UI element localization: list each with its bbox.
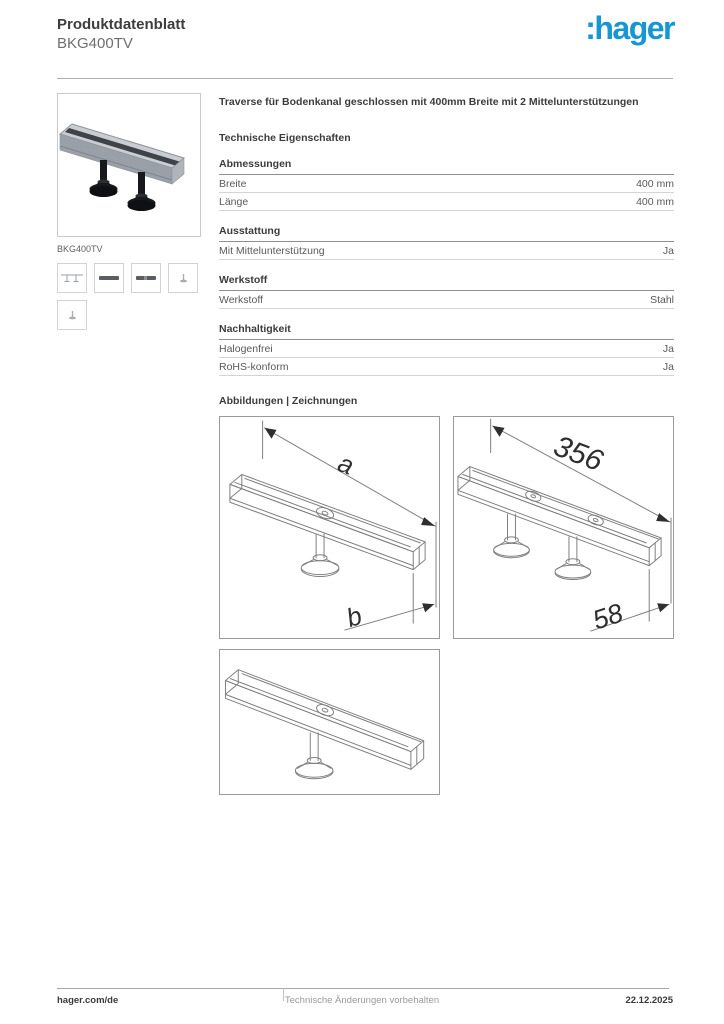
sidebar	[57, 93, 202, 330]
document-title: Produktdatenblatt	[57, 16, 186, 33]
technical-drawing-plain	[219, 649, 440, 795]
drawings-heading: Abbildungen | Zeichnungen	[219, 395, 358, 408]
row-label: Werkstoff	[219, 294, 263, 307]
footer-disclaimer: Technische Änderungen vorbehalten	[284, 995, 440, 1006]
thumbnail-product-bar-icon-2[interactable]	[131, 263, 161, 293]
section-sustainability	[219, 323, 674, 376]
table-row	[219, 175, 674, 193]
technical-properties-heading: Technische Eigenschaften	[219, 132, 351, 145]
section-title: Nachhaltigkeit	[219, 323, 674, 340]
table-row	[219, 242, 674, 260]
product-reference: BKG400TV	[57, 35, 133, 52]
row-label: Länge	[219, 196, 249, 209]
row-value: 400 mm	[636, 178, 674, 191]
dimension-label-a: a	[334, 449, 358, 481]
table-row	[219, 193, 674, 211]
footer-divider	[57, 988, 669, 989]
thumbnail-foot-detail-icon[interactable]	[168, 263, 198, 293]
drawings-grid	[219, 416, 674, 795]
row-value: Ja	[662, 245, 674, 258]
row-value: Ja	[662, 343, 674, 356]
section-material	[219, 274, 674, 309]
row-label: Mit Mittelunterstützung	[219, 245, 325, 258]
product-photo-traverse-icon	[58, 94, 200, 236]
main-content	[219, 96, 674, 795]
thumbnail-front-view-icon[interactable]	[57, 263, 87, 293]
footer-date: 22.12.2025	[625, 995, 673, 1006]
product-image-caption: BKG400TV	[57, 244, 103, 254]
table-row	[219, 291, 674, 309]
section-title: Werkstoff	[219, 274, 674, 291]
row-value: Ja	[662, 361, 674, 374]
dimension-label-58: 58	[588, 597, 627, 636]
product-description: Traverse für Bodenkanal geschlossen mit 400mm Breite mit 2 Mittelunterstützungen	[219, 96, 639, 108]
dimension-label-b: b	[343, 602, 366, 634]
section-title: Abmessungen	[219, 158, 674, 175]
thumbnail-gallery	[57, 263, 202, 330]
dimension-label-356: 356	[549, 429, 608, 479]
table-row	[219, 358, 674, 376]
technical-drawing-dim-356-58	[453, 416, 674, 639]
technical-drawing-dim-a-b	[219, 416, 440, 639]
table-row	[219, 340, 674, 358]
thumbnail-foot-detail-icon-2[interactable]	[57, 300, 87, 330]
header-divider	[57, 78, 673, 79]
thumbnail-product-bar-icon[interactable]	[94, 263, 124, 293]
row-value: Stahl	[650, 294, 674, 307]
section-dimensions	[219, 158, 674, 211]
footer-website-link[interactable]: hager.com/de	[57, 995, 119, 1006]
row-label: Halogenfrei	[219, 343, 273, 356]
row-value: 400 mm	[636, 196, 674, 209]
product-image	[57, 93, 201, 237]
section-equipment	[219, 225, 674, 260]
hager-logo: :hager	[585, 10, 674, 46]
row-label: RoHS-konform	[219, 361, 289, 374]
section-title: Ausstattung	[219, 225, 674, 242]
row-label: Breite	[219, 178, 247, 191]
